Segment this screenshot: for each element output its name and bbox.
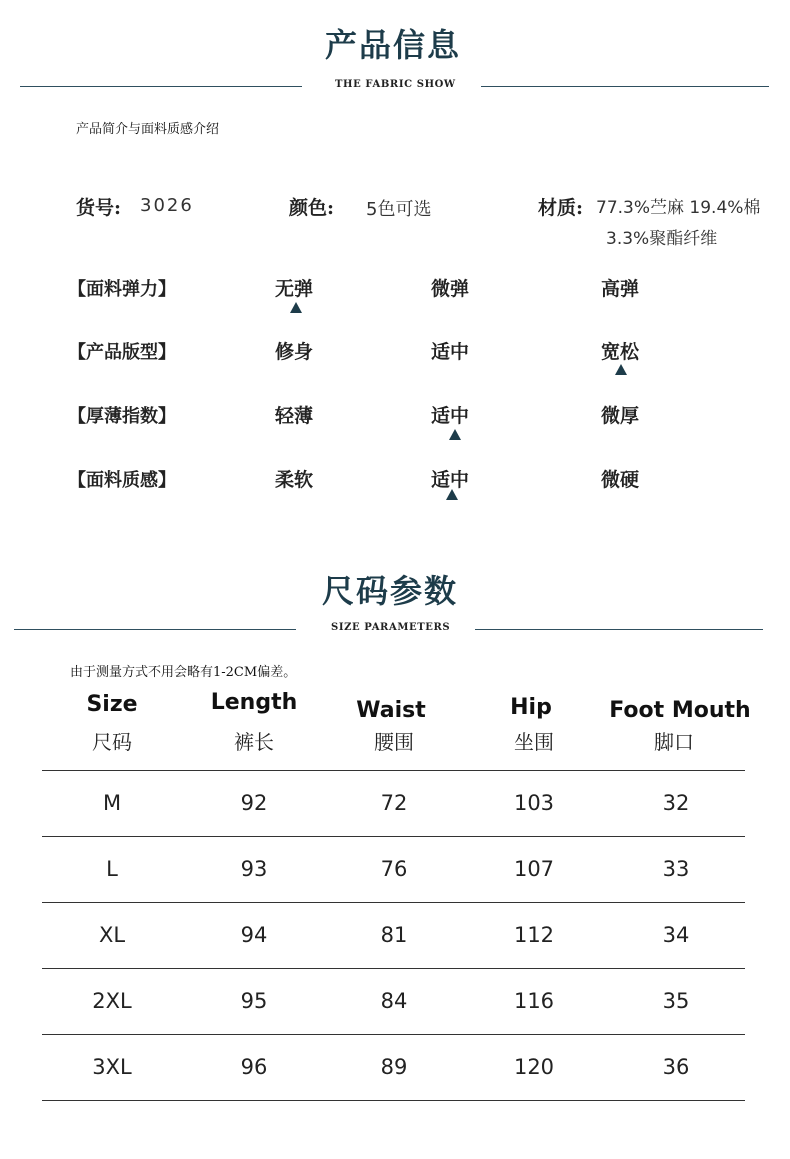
cell-length: 93 [240, 857, 268, 881]
cell-foot-mouth: 33 [662, 857, 690, 881]
selected-marker-icon [449, 429, 461, 440]
item-no-label: 货号: [76, 197, 122, 219]
cell-waist: 84 [380, 989, 408, 1013]
header-foot-mouth-zh: 脚口 [654, 730, 694, 754]
cell-hip: 112 [513, 923, 555, 947]
table-divider [42, 968, 745, 969]
cell-foot-mouth: 32 [662, 791, 690, 815]
cell-length: 96 [240, 1055, 268, 1079]
fabric-title-rule-left [20, 86, 302, 87]
attr-option: 微厚 [601, 405, 640, 427]
fabric-intro-text: 产品简介与面料质感介绍 [76, 122, 220, 137]
cell-size: 3XL [92, 1055, 132, 1079]
cell-foot-mouth: 34 [662, 923, 690, 947]
color-value: 5色可选 [366, 199, 432, 220]
cell-size: XL [98, 923, 126, 947]
attr-option: 无弹 [275, 278, 314, 300]
selected-marker-icon [290, 302, 302, 313]
cell-size: 2XL [92, 989, 132, 1013]
fabric-section-subtitle: THE FABRIC SHOW [335, 79, 456, 90]
cell-waist: 76 [380, 857, 408, 881]
cell-size: M [102, 791, 122, 815]
header-length: Length [210, 690, 298, 715]
material-line-1: 77.3%苎麻 19.4%棉 [596, 198, 761, 218]
attr-label-elasticity: 【面料弹力】 [68, 279, 176, 300]
attr-option: 宽松 [601, 341, 640, 363]
header-size: Size [86, 692, 138, 717]
item-no-value: 3026 [140, 195, 194, 216]
cell-hip: 103 [513, 791, 555, 815]
cell-length: 95 [240, 989, 268, 1013]
attr-label-thickness: 【厚薄指数】 [68, 406, 176, 427]
table-divider [42, 770, 745, 771]
size-title-rule-left [14, 629, 296, 630]
attr-option: 轻薄 [275, 405, 314, 427]
attr-option: 微硬 [601, 469, 640, 491]
attr-label-fit: 【产品版型】 [68, 342, 176, 363]
attr-option: 适中 [431, 469, 470, 491]
cell-hip: 120 [513, 1055, 555, 1079]
header-foot-mouth: Foot Mouth [609, 698, 751, 723]
cell-length: 94 [240, 923, 268, 947]
fabric-section-title: 产品信息 [325, 26, 462, 64]
color-label: 颜色: [289, 197, 335, 219]
header-waist: Waist [356, 698, 426, 723]
selected-marker-icon [615, 364, 627, 375]
cell-waist: 81 [380, 923, 408, 947]
cell-foot-mouth: 36 [662, 1055, 690, 1079]
material-line-2: 3.3%聚酯纤维 [606, 229, 718, 249]
table-divider [42, 902, 745, 903]
cell-foot-mouth: 35 [662, 989, 690, 1013]
cell-waist: 72 [380, 791, 408, 815]
fabric-title-rule-right [481, 86, 769, 87]
header-hip: Hip [510, 695, 552, 720]
cell-length: 92 [240, 791, 268, 815]
selected-marker-icon [446, 489, 458, 500]
attr-option: 修身 [275, 341, 314, 363]
attr-option: 柔软 [275, 469, 314, 491]
table-divider [42, 1034, 745, 1035]
size-section-title: 尺码参数 [322, 572, 459, 610]
attr-option: 高弹 [601, 278, 640, 300]
table-divider [42, 836, 745, 837]
header-waist-zh: 腰围 [374, 730, 414, 754]
attr-option: 适中 [431, 341, 470, 363]
attr-label-texture: 【面料质感】 [68, 470, 176, 491]
cell-size: L [106, 857, 118, 881]
cell-hip: 107 [513, 857, 555, 881]
attr-option: 微弹 [431, 278, 470, 300]
measurement-note: 由于测量方式不用会略有1-2CM偏差。 [70, 665, 297, 680]
header-hip-zh: 坐围 [514, 730, 554, 754]
cell-waist: 89 [380, 1055, 408, 1079]
attr-option: 适中 [431, 405, 470, 427]
cell-hip: 116 [513, 989, 555, 1013]
table-divider [42, 1100, 745, 1101]
material-label: 材质: [538, 197, 584, 219]
size-title-rule-right [475, 629, 763, 630]
header-size-zh: 尺码 [92, 730, 132, 754]
size-section-subtitle: SIZE PARAMETERS [331, 622, 451, 633]
header-length-zh: 裤长 [234, 730, 274, 754]
